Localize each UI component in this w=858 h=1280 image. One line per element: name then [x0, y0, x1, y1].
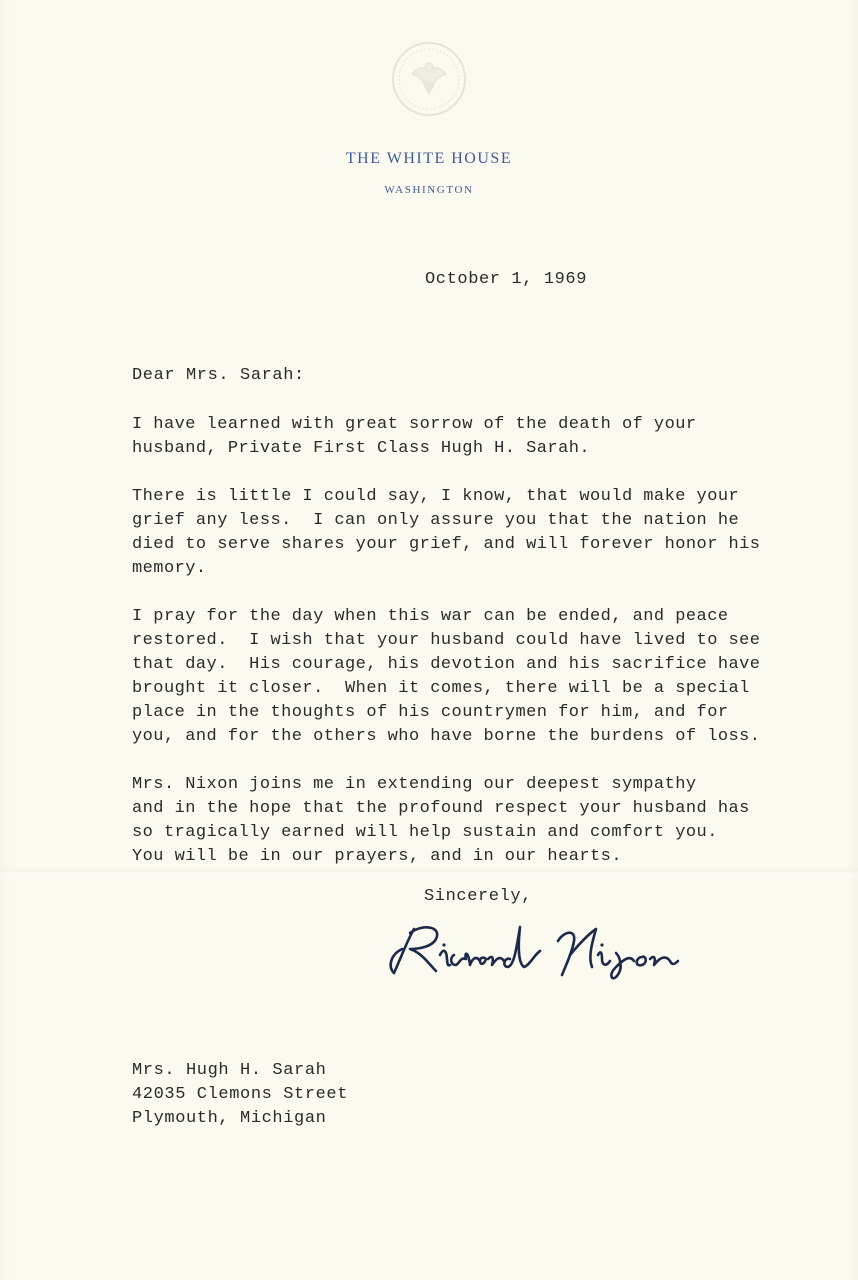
presidential-seal-icon: [390, 40, 468, 118]
paragraph: [132, 413, 832, 461]
body-line: I have learned with great sorrow of the death of your: [132, 415, 697, 434]
body-line: that day. His courage, his devotion and his sacrifice have: [132, 655, 761, 674]
body-line: brought it closer. When it comes, there will be a special: [132, 679, 750, 698]
letterhead-title: THE WHITE HOUSE: [345, 150, 513, 167]
body-line: restored. I wish that your husband could have lived to see: [132, 631, 761, 650]
address-line: 42035 Clemons Street: [132, 1085, 349, 1104]
address-line: Mrs. Hugh H. Sarah: [132, 1061, 327, 1080]
letter-body: [132, 413, 832, 893]
letterhead-location: WASHINGTON: [384, 184, 474, 196]
body-line: memory.: [132, 559, 207, 578]
body-line: place in the thoughts of his countrymen for him, and for: [132, 703, 729, 722]
salutation: Dear Mrs. Sarah:: [132, 366, 305, 385]
body-line: so tragically earned will help sustain and comfort you.: [132, 823, 718, 842]
paragraph: [132, 773, 832, 869]
body-line: grief any less. I can only assure you that the nation he: [132, 511, 740, 530]
body-line: you, and for the others who have borne the burdens of loss.: [132, 727, 761, 746]
paragraph: [132, 605, 832, 749]
body-line: died to serve shares your grief, and will forever honor his: [132, 535, 761, 554]
body-line: husband, Private First Class Hugh H. Sarah.: [132, 439, 591, 458]
body-line: Mrs. Nixon joins me in extending our deepest sympathy: [132, 775, 697, 794]
paragraph: [132, 485, 832, 581]
recipient-address: [132, 1059, 348, 1131]
body-line: You will be in our prayers, and in our hearts.: [132, 847, 622, 866]
body-line: There is little I could say, I know, that would make your: [132, 487, 740, 506]
body-line: I pray for the day when this war can be ended, and peace: [132, 607, 729, 626]
letter-date: October 1, 1969: [425, 270, 588, 289]
body-line: and in the hope that the profound respect your husband has: [132, 799, 750, 818]
closing: Sincerely,: [424, 887, 533, 906]
signature: [380, 915, 690, 985]
address-line: Plymouth, Michigan: [132, 1109, 327, 1128]
